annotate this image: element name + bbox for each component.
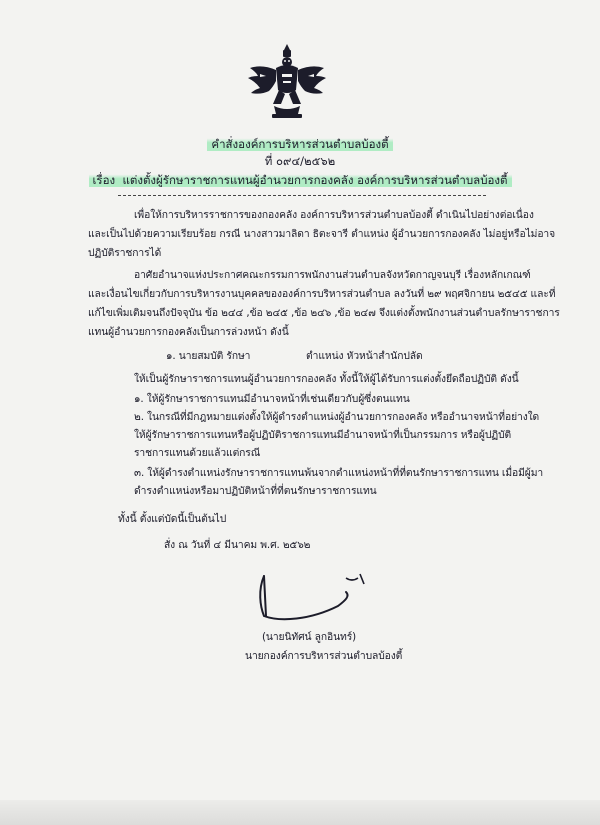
subject-text: แต่งตั้งผู้รักษาราชการแทนผู้อำนวยการกองคลัง องค์การบริหารส่วนตำบลบ้องตี้ — [122, 173, 508, 187]
paragraph-1-line-2: และเป็นไปด้วยความเรียบร้อย กรณี นางสาวมาลิดา ธิตะจารี ตำแหน่ง ผู้อำนวยการกองคลัง ไม่อยู่หรือไม่อาจ — [88, 228, 556, 240]
item-2-line-2: ให้ผู้รักษาราชการแทนหรือผู้ปฏิบัติราชการแทนมีอำนาจหน้าที่เป็นกรรมการ หรือผู้ปฏิบัติ — [134, 429, 512, 441]
item-2-line-3: ราชการแทนด้วยแล้วแต่กรณี — [134, 447, 261, 459]
subject-line — [0, 172, 600, 188]
paragraph-1-line-3: ปฏิบัติราชการได้ — [88, 247, 162, 259]
subject-highlight — [89, 173, 512, 187]
order-number: ที่ ๐๙๔/๒๕๖๒ — [264, 154, 336, 168]
item-2-line-1: ๒. ในกรณีที่มีกฎหมายแต่งตั้งให้ผู้ดำรงตำแหน่งผู้อำนวยการกองคลัง หรืออำนาจหน้าที่อย่างใด — [134, 411, 540, 423]
handwritten-signature — [250, 568, 380, 624]
order-heading-text: คำสั่งองค์การบริหารส่วนตำบลบ้องตี้ — [207, 137, 392, 151]
signer-name: (นายนิทัศน์ ลูกอินทร์) — [262, 631, 357, 643]
paragraph-2-line-3: แก้ไขเพิ่มเติมจนถึงปัจจุบัน ข้อ ๒๔๔ ,ข้อ ๒๔๕ ,ข้อ ๒๔๖ ,ข้อ ๒๔๗ จึงแต่งตั้งพนักงานส่วนตำบลรักษาราชการ — [88, 307, 560, 319]
signer-title: นายกองค์การบริหารส่วนตำบลบ้องตี้ — [245, 650, 403, 662]
paragraph-2-line-1: อาศัยอำนาจแห่งประกาศคณะกรรมการพนักงานส่วนตำบลจังหวัดกาญจนบุรี เรื่องหลักเกณฑ์ — [134, 269, 531, 281]
paragraph-2-line-4: แทนผู้อำนวยการกองคลังเป็นการล่วงหน้า ดังนี้ — [88, 326, 289, 338]
order-heading — [0, 136, 600, 152]
item-3-line-2: ดำรงตำแหน่งหรือมาปฏิบัติหน้าที่ที่ตนรักษาราชการแทน — [134, 485, 377, 497]
order-date: สั่ง ณ วันที่ ๔ มีนาคม พ.ศ. ๒๕๖๒ — [164, 539, 311, 551]
effective-statement: ทั้งนี้ ตั้งแต่บัดนี้เป็นต้นไป — [118, 513, 227, 525]
appointee-name: ๑. นายสมบัติ รักษา — [166, 350, 251, 362]
appointee-position: ตำแหน่ง หัวหน้าสำนักปลัด — [306, 350, 423, 362]
instruction-intro: ให้เป็นผู้รักษาราชการแทนผู้อำนวยการกองคลัง ทั้งนี้ให้ผู้ได้รับการแต่งตั้งยึดถือปฏิบัติ ดังนี้ — [134, 373, 519, 385]
paragraph-1-line-1: เพื่อให้การบริหารราชการของกองคลัง องค์การบริหารส่วนตำบลบ้องตี้ ดำเนินไปอย่างต่อเนื่อง — [134, 209, 534, 221]
page-bottom-edge — [0, 800, 600, 825]
item-1: ๑. ให้ผู้รักษาราชการแทนมีอำนาจหน้าที่เช่นเดียวกับผู้ซึ่งตนแทน — [134, 393, 410, 405]
item-3-line-1: ๓. ให้ผู้ดำรงตำแหน่งรักษาราชการแทนพ้นจากตำแหน่งหน้าที่ที่ตนรักษาราชการแทน เมื่อมีผู้มา — [134, 467, 544, 479]
paragraph-2-line-2: และเงื่อนไขเกี่ยวกับการบริหารงานบุคคลขององค์การบริหารส่วนตำบล ลงวันที่ ๒๙ พฤศจิกายน ๒๕๔๕ และที่ — [88, 288, 556, 300]
garuda-emblem-icon — [246, 40, 328, 122]
divider — [118, 195, 486, 196]
subject-label: เรื่อง — [92, 173, 116, 187]
